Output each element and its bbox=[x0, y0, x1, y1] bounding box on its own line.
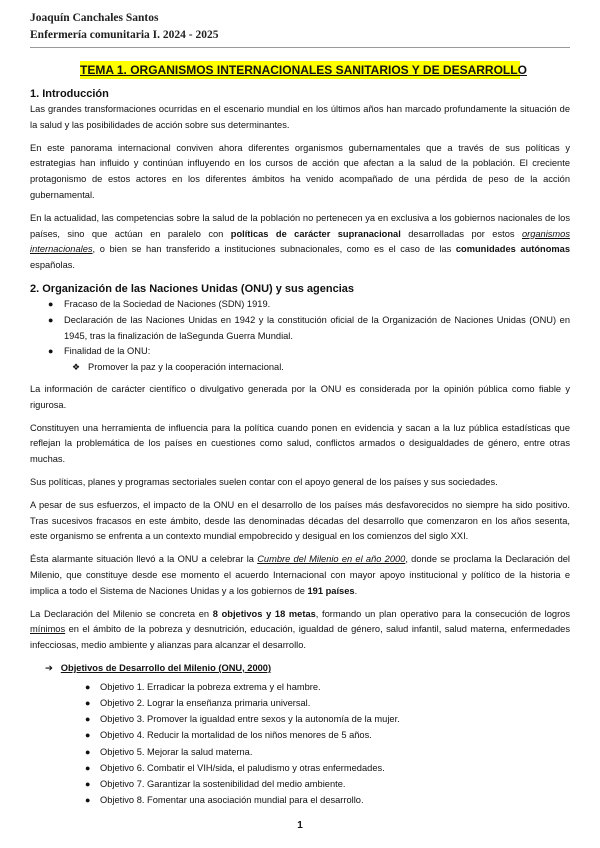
text: , o bien se han transferido a instituciones subnacionales, como es el caso de las bbox=[92, 244, 456, 255]
text: Ésta alarmante situación llevó a la ONU a celebrar la bbox=[30, 554, 258, 565]
page-number: 1 bbox=[297, 820, 303, 831]
author-name: Joaquín Canchales Santos bbox=[30, 12, 159, 24]
objective-item bbox=[30, 760, 570, 776]
text: . bbox=[354, 585, 358, 596]
objective-text: Objetivo 5. Mejorar la salud materna. bbox=[100, 746, 253, 757]
text: , donde se proclama la Declaración del Milenio, que constituye desde ese momento el acuerdo Internacional con mayor apoyo institucional y político de la historia e implica a todo el Sistema de Naciones Unidas y a los gobiernos de bbox=[30, 554, 570, 596]
objective-text: Objetivo 4. Reducir la mortalidad de los niños menores de 5 años. bbox=[100, 730, 372, 741]
document-title: TEMA 1. ORGANISMOS INTERNACIONALES SANITARIOS Y DE DESARROLLO bbox=[80, 63, 527, 77]
objective-item bbox=[30, 744, 570, 760]
paragraph: Constituyen una herramienta de influencia para la política cuando ponen en evidencia y sacan a la luz pública estadísticas que reflejan la problemática de los países en cuestiones como salud, conflictos armados o desigualdades de género, entre otras muchas. bbox=[30, 422, 570, 465]
bullet-icon: ● bbox=[85, 730, 91, 741]
odm-heading-text: Objetivos de Desarrollo del Milenio (ONU, 2000) bbox=[60, 662, 272, 673]
list-item bbox=[30, 313, 570, 345]
sub-list-item bbox=[64, 360, 570, 376]
objective-item bbox=[30, 776, 570, 792]
objective-text: Objetivo 8. Fomentar una asociación mundial para el desarrollo. bbox=[100, 795, 364, 806]
objective-item bbox=[30, 679, 570, 695]
bullet-icon: ● bbox=[85, 714, 91, 725]
paragraph: Sus políticas, planes y programas sectoriales suelen contar con el apoyo general de los países y sus sociedades. bbox=[30, 476, 498, 487]
text: La Declaración del Milenio se concreta en bbox=[30, 608, 213, 619]
objective-item bbox=[30, 695, 570, 711]
bold-text: políticas de carácter supranacional bbox=[230, 228, 401, 239]
objective-item bbox=[30, 711, 570, 727]
bullet-icon: ● bbox=[85, 762, 91, 773]
bold-text: comunidades autónomas bbox=[455, 244, 570, 255]
text: españolas. bbox=[30, 260, 75, 271]
underline-text: mínimos bbox=[30, 624, 66, 635]
list-item-text: Finalidad de la ONU: bbox=[64, 346, 151, 357]
bullet-icon: ● bbox=[85, 746, 91, 757]
diamond-bullet-icon: ❖ bbox=[72, 362, 81, 373]
bullet-icon: ● bbox=[85, 795, 91, 806]
list-item-text: Declaración de las Naciones Unidas en 1942 y la constitución oficial de la Organización de Naciones Unidas (ONU) en 1945, tras la finalización de laSegunda Guerra Mundial. bbox=[64, 314, 570, 341]
text: en el ámbito de la pobreza y desnutrición, educación, igualdad de género, salud infantil, salud materna, enfermedades infecciosas, medio ambiente y alianzas para alcanzar el desarrollo. bbox=[30, 624, 570, 651]
italic-underline-text: organismos internacionales bbox=[30, 228, 570, 255]
italic-underline-text: Cumbre del Milenio en el año 2000 bbox=[257, 554, 406, 565]
section-1-heading: 1. Introducción bbox=[30, 88, 109, 100]
sub-list bbox=[64, 360, 570, 376]
objectives-list bbox=[30, 679, 570, 809]
paragraph bbox=[30, 607, 570, 654]
paragraph: La información de carácter científico o divulgativo generada por la ONU es considerada por la opinión pública como fiable y rigurosa. bbox=[30, 383, 570, 410]
section-2-heading: 2. Organización de las Naciones Unidas (ONU) y sus agencias bbox=[30, 282, 354, 295]
bold-text: 8 objetivos y 18 metas bbox=[212, 608, 316, 619]
paragraph bbox=[30, 552, 570, 599]
paragraph: Las grandes transformaciones ocurridas en el escenario mundial en los últimos años han marcado profundamente la situación de la salud y las posibilidades de acción sobre sus determinantes. bbox=[30, 104, 570, 130]
objective-item bbox=[30, 727, 570, 743]
objective-text: Objetivo 2. Lograr la enseñanza primaria universal. bbox=[100, 697, 311, 708]
bullet-icon: ● bbox=[85, 681, 91, 692]
paragraph: A pesar de sus esfuerzos, el impacto de la ONU en el desarrollo de los países más desfavorecidos no siempre ha sido positivo. Tras sucesivos fracasos en este ámbito, desde las denominadas décadas del desarrollo que comenzaron en los años sesenta, este organismo se enfrenta a un contexto mundial empobrecido y desigual en los comienzos del siglo XXI. bbox=[30, 499, 570, 542]
objective-text: Objetivo 7. Garantizar la sostenibilidad del medio ambiente. bbox=[100, 778, 346, 789]
objective-text: Objetivo 1. Erradicar la pobreza extrema y el hambre. bbox=[100, 681, 321, 692]
text: desarrolladas por estos bbox=[400, 228, 522, 239]
odm-heading bbox=[30, 661, 570, 677]
bullet-icon: ● bbox=[48, 314, 54, 325]
objective-item bbox=[30, 792, 570, 808]
page-header bbox=[30, 10, 218, 44]
course-name: Enfermería comunitaria I. 2024 - 2025 bbox=[30, 29, 219, 41]
objective-text: Objetivo 3. Promover la igualdad entre sexos y la autonomía de la mujer. bbox=[100, 714, 400, 725]
objective-text: Objetivo 6. Combatir el VIH/sida, el paludismo y otras enfermedades. bbox=[100, 762, 385, 773]
paragraph bbox=[30, 211, 570, 274]
bullet-icon: ● bbox=[85, 778, 91, 789]
list-item bbox=[30, 297, 570, 313]
bullet-icon: ● bbox=[85, 697, 91, 708]
arrow-right-icon: ➔ bbox=[45, 662, 53, 673]
list-item-text: Promover la paz y la cooperación internacional. bbox=[88, 362, 284, 373]
text: En la actualidad, las competencias sobre la salud de la población no pertenecen ya en exclusiva a los gobiernos nacionales de los países, sino que actúan en paralelo con bbox=[30, 212, 570, 239]
bold-text: 191 países bbox=[307, 585, 355, 596]
bullet-icon: ● bbox=[48, 298, 54, 309]
list-item bbox=[30, 344, 570, 376]
header-divider bbox=[30, 47, 570, 48]
document-body bbox=[30, 86, 570, 808]
paragraph: En este panorama internacional conviven ahora diferentes organismos gubernamentales que a través de sus políticas y estrategias han influido y continúan influyendo en los cursos de acción que afectan a la salud de la población. El creciente protagonismo de estos actores en los diferentes ámbitos ha venido acompañado de una pérdida de peso de la acción gubernamental. bbox=[30, 142, 570, 200]
list-item-text: Fracaso de la Sociedad de Naciones (SDN) 1919. bbox=[64, 298, 271, 309]
bullet-icon: ● bbox=[48, 346, 54, 357]
text: , formando un plan operativo para la consecución de logros bbox=[315, 608, 570, 619]
bullet-list bbox=[30, 297, 570, 376]
